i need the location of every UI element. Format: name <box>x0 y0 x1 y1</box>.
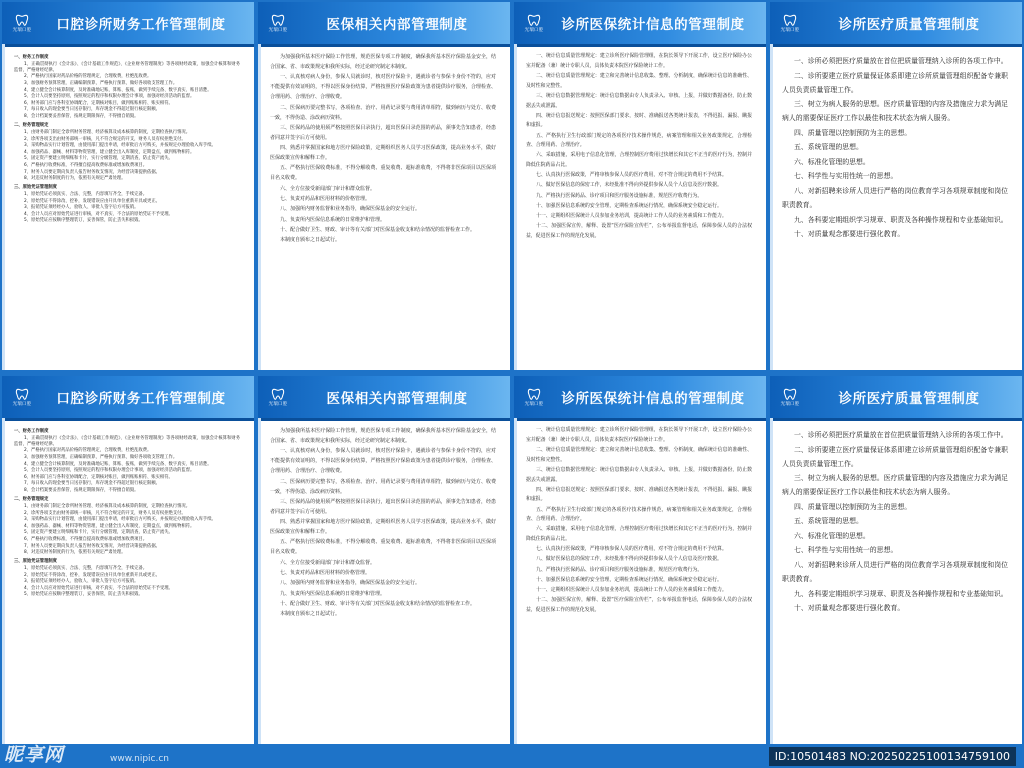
rule-paragraph: 四、质量管理以控制预防为主的思想。 <box>794 502 912 511</box>
rule-paragraph: 六、全方位接受新闻部门审计和群众监督。 <box>280 185 376 192</box>
logo-text: 光瑞口腔 <box>12 401 32 407</box>
rule-paragraph: 8、对违反财务制度的行为，依照有关规定严肃处理。 <box>24 550 126 556</box>
rule-paragraph: 为加强我所基本医疗保险工作管理，规范医保专项工作制度，确保我所基本医疗保险基金安全，结合国家、省、市政策规定和我所实际，经过论研究制定本制度。 <box>270 428 496 444</box>
rule-paragraph: 二、统计信息质量管理规定：建立和完善统计信息收集、整理、分析制度，确保统计信息的准确性、及时性和完整性。 <box>526 72 752 89</box>
rule-paragraph: 九、各科要定期组织学习规章、职责及各种操作规程和专业基础知识。 <box>794 589 1008 598</box>
rule-paragraph: 3、加强财务预算管理，正确编制预算，严格执行预算，做好各项收支管理工作。 <box>24 81 178 87</box>
rule-paragraph: 七、认真执行医保政策，严格审核参保人员的医疗费用，对不符合规定的费用不予结算。 <box>536 172 727 179</box>
board-header <box>514 376 766 418</box>
rule-paragraph: 一、统计信息质量管理规定：建立诊所医疗保险管理组，在院长领导下开展工作，设立医疗保险办公室并配备（兼）统计专职人员，具体负责本院医疗保险统计工作。 <box>526 53 752 69</box>
rule-paragraph: 1、正确贯彻执行《会计法》、《会计基础工作规范》、《企业财务管理制度》等各项财经政策，加强会计核算和财务监督，严格财经纪律。 <box>14 435 240 447</box>
tooth-icon <box>271 14 285 26</box>
rule-paragraph: 3、报销凭证须经经办人、验收人、审批人签字后方可报销。 <box>24 579 139 585</box>
rule-paragraph: 一、诊所必须把医疗质量放在首位把质量管理纳入诊所的各项工作中。 <box>794 57 1008 65</box>
regulation-board <box>258 376 510 744</box>
rule-paragraph: 7、每日收入的现金要当日送存银行，库存现金不得超过银行核定限额。 <box>24 107 160 113</box>
rule-paragraph: 七、科学性与实用性统一的思想。 <box>794 172 898 181</box>
rule-paragraph: 三、统计信息数据管理规定：统计信息数据由专人负责录入、审核、上报，并做好数据备份，防止数据丢失或泄露。 <box>526 92 752 109</box>
rule-paragraph: 本制度自颁布之日起试行。 <box>280 237 341 244</box>
logo-text: 光瑞口腔 <box>268 401 288 407</box>
section-heading: 一、财务工作制度 <box>14 55 49 60</box>
regulation-board <box>514 2 766 370</box>
rule-paragraph: 七、负责对药品和医用材料的价格管理。 <box>280 196 371 203</box>
rule-paragraph: 为加强我所基本医疗保险工作管理，规范医保专项工作制度，确保我所基本医疗保险基金安全，结合国家、省、市政策规定和我所实际，经过论研究制定本制度。 <box>270 54 496 70</box>
board-title: 诊所医疗质量管理制度 <box>838 391 980 407</box>
rule-paragraph: 5、固定资产要建立明细账和卡片，实行分级管理，定期清查，防止资产流失。 <box>24 156 173 162</box>
rule-paragraph: 一、诊所必须把医疗质量放在首位把质量管理纳入诊所的各项工作中。 <box>794 431 1008 439</box>
section-heading: 二、财务管理规定 <box>14 497 49 503</box>
watermark-brand: 昵享网 <box>4 744 65 766</box>
tooth-icon <box>527 388 541 400</box>
rule-paragraph: 3、采购物品实行计划管理，由使用部门提出申请，经审批后方可购买，并按规定办理验收入库手续。 <box>24 143 216 149</box>
tooth-icon <box>271 388 285 400</box>
clinic-logo <box>770 2 810 44</box>
rule-paragraph: 8、对违反财务制度的行为，依照有关规定严肃处理。 <box>24 176 126 182</box>
rule-paragraph: 5、会计人员要坚持原则，按照规定的程序和权限办理会计事项，加强对经济活动的监督。 <box>24 468 195 474</box>
rule-paragraph: 一、统计信息质量管理规定：建立诊所医疗保险管理组，在院长领导下开展工作，设立医疗保险办公室并配备（兼）统计专职人员，具体负责本院医疗保险统计工作。 <box>526 427 752 443</box>
clinic-logo <box>2 376 42 418</box>
board-body <box>2 44 254 370</box>
tooth-icon <box>15 388 29 400</box>
rule-paragraph: 六、标准化管理的思想。 <box>794 531 870 540</box>
regulation-board <box>258 2 510 370</box>
rule-paragraph: 十二、加强医保宣传，解释、设置“医疗保险宣传栏”，公布举报监督电话，保障参保人员的合法权益，促进医保工作的规范化发展。 <box>526 222 752 239</box>
rule-paragraph: 八、加强所内财务监督和业务指导，确保医保基金的安全运行。 <box>280 580 421 587</box>
rule-paragraph: 六、采取措施，采用电子信息化管理，合理控制医疗费用过快增长和其它不正当的医疗行为，控制并降低住院药品占比。 <box>526 526 752 543</box>
rule-paragraph: 5、原始凭证应按顺序整理装订，妥善保管，防止丢失和损毁。 <box>24 218 143 224</box>
rule-paragraph: 十一、定期组织医保统计人员参加业务培训，提高统计工作人员的业务素质和工作能力。 <box>536 212 727 219</box>
board-body <box>258 418 510 744</box>
rule-paragraph: 6、严格执行收费标准，不得擅自提高收费标准或增加收费项目。 <box>24 536 148 542</box>
rule-paragraph: 八、做好医保信息的保密工作，未经批准不得向外提供参保人员个人信息及医疗数据。 <box>536 556 722 563</box>
rule-paragraph: 四、熟悉并掌握国家和地方医疗保险政策，定期组织医务人员学习医保政策，提高业务水平，做好医保政策宣传和解释工作。 <box>270 145 496 162</box>
board-body <box>514 418 766 744</box>
board-body <box>258 44 510 370</box>
rule-paragraph: 1、原始凭证必须真实、合法、完整，内容填写齐全，手续完备。 <box>24 191 148 197</box>
rule-paragraph: 二、诊所要建立医疗质量保证体系即建立诊所质量管理组织配备专兼职人员负责质量管理工作。 <box>782 71 1008 94</box>
rule-paragraph: 本制度自颁布之日起试行。 <box>280 611 341 618</box>
rule-paragraph: 二、医保病历要完整书写，各项检查、治疗、用药记录要与费用清单相符，做到病历与处方、收费一致，不得伪造、涂改病历资料。 <box>270 104 496 121</box>
tooth-icon <box>783 388 797 400</box>
rule-paragraph: 四、质量管理以控制预防为主的思想。 <box>794 128 912 137</box>
rule-paragraph: 5、会计人员要坚持原则，按照规定的程序和权限办理会计事项，加强对经济活动的监督。 <box>24 94 195 100</box>
logo-text: 光瑞口腔 <box>780 27 800 33</box>
board-body <box>2 418 254 744</box>
logo-text: 光瑞口腔 <box>12 27 32 33</box>
rule-paragraph: 九、负责所内医保信息系统的日常维护和管理。 <box>280 590 386 597</box>
rule-paragraph: 三、统计信息数据管理规定：统计信息数据由专人负责录入、审核、上报，并做好数据备份，防止数据丢失或泄露。 <box>526 466 752 483</box>
rule-paragraph: 六、采取措施，采用电子信息化管理，合理控制医疗费用过快增长和其它不正当的医疗行为，控制并降低住院药品占比。 <box>526 152 752 169</box>
board-header <box>258 376 510 418</box>
watermark-url: www.nipic.cn <box>110 754 169 764</box>
board-header <box>258 2 510 44</box>
rule-paragraph: 2、诊所各项支出由财务部统一审核，凡不符合规定的开支，财务人员有权拒绝支付。 <box>24 136 186 142</box>
clinic-logo <box>258 2 298 44</box>
rule-paragraph: 六、标准化管理的思想。 <box>794 157 870 166</box>
rule-paragraph: 六、全方位接受新闻部门审计和群众监督。 <box>280 559 376 566</box>
clinic-logo <box>514 2 554 44</box>
regulation-board <box>2 2 254 370</box>
rule-paragraph: 二、诊所要建立医疗质量保证体系即建立诊所质量管理组织配备专兼职人员负责质量管理工作。 <box>782 445 1008 468</box>
rule-paragraph: 3、报销凭证须经经办人、验收人、审批人签字后方可报销。 <box>24 205 139 211</box>
rule-paragraph: 二、医保病历要完整书写，各项检查、治疗、用药记录要与费用清单相符，做到病历与处方、收费一致，不得伪造、涂改病历资料。 <box>270 478 496 495</box>
rule-paragraph: 八、对新招聘来诊所人员进行严格的岗位教育学习各项规章制度和岗位职责教育。 <box>782 186 1008 210</box>
board-title: 诊所医保统计信息的管理制度 <box>561 17 745 33</box>
rule-paragraph: 二、统计信息质量管理规定：建立和完善统计信息收集、整理、分析制度，确保统计信息的准确性、及时性和完整性。 <box>526 446 752 463</box>
rule-paragraph: 五、严格执行卫生行政部门规定的各项医疗技术操作规范，病案管理和相关业务政策规定，合理检查、合理用药、合理治疗。 <box>526 132 752 149</box>
rule-paragraph: 1、原始凭证必须真实、合法、完整，内容填写齐全，手续完备。 <box>24 565 148 571</box>
rule-paragraph: 九、负责所内医保信息系统的日常维护和管理。 <box>280 216 386 223</box>
rule-paragraph: 2、严格执行国家对药品价格的管理规定，合理收费，杜绝乱收费。 <box>24 74 152 80</box>
rule-paragraph: 7、财务人员要定期向负责人报告财务收支情况，为经营决策提供依据。 <box>24 543 160 549</box>
rule-paragraph: 十二、加强医保宣传，解释、设置“医疗保险宣传栏”，公布举报监督电话，保障参保人员的合法权益，促进医保工作的规范化发展。 <box>526 596 752 613</box>
rule-paragraph: 三、树立为病人服务的思想。医疗质量管理的内容及措施应力求为满足病人的需要保证医疗工作以最佳和技术状态为病人服务。 <box>782 100 1008 123</box>
rule-paragraph: 一、认真核对病人身份，参保人员就诊时，核对医疗保险卡，遇就诊者与参保卡身份不符的，应对不能提供有效证明的，不得以医保身份结算，严格按照医疗保险政策为患者提供诊疗服务，合理检查、合理用药、合理治疗、合理收费。 <box>270 74 496 101</box>
rule-paragraph: 八、加强所内财务监督和业务指导，确保医保基金的安全运行。 <box>280 206 421 213</box>
rule-paragraph: 4、会计人员应对原始凭证进行审核，对不真实、不合法的原始凭证不予受理。 <box>24 211 173 217</box>
rule-paragraph: 八、做好医保信息的保密工作，未经批准不得向外提供参保人员个人信息及医疗数据。 <box>536 182 722 189</box>
rule-paragraph: 九、严格执行医保药品、诊疗项目和医疗服务设施标准，规范医疗收费行为。 <box>536 566 703 573</box>
board-header <box>514 2 766 44</box>
image-id-label: ID:10501483 NO:20250225100134759100 <box>769 747 1016 766</box>
rule-paragraph: 八、对新招聘来诊所人员进行严格的岗位教育学习各项规章制度和岗位职责教育。 <box>782 560 1008 584</box>
clinic-logo <box>2 2 42 44</box>
tooth-icon <box>527 14 541 26</box>
rule-paragraph: 五、系统管理的思想。 <box>794 143 863 152</box>
board-title: 口腔诊所财务工作管理制度 <box>56 391 226 407</box>
rule-paragraph: 三、树立为病人服务的思想。医疗质量管理的内容及措施应力求为满足病人的需要保证医疗工作以最佳和技术状态为病人服务。 <box>782 474 1008 497</box>
rule-paragraph: 五、严格执行医保收费标准，不得分解收费、重复收费、超标准收费，不得将非医保项目以医保项目名义收费。 <box>270 539 496 556</box>
rule-paragraph: 九、严格执行医保药品、诊疗项目和医疗服务设施标准，规范医疗收费行为。 <box>536 192 703 199</box>
rule-paragraph: 四、熟悉并掌握国家和地方医疗保险政策，定期组织医务人员学习医保政策，提高业务水平，做好医保政策宣传和解释工作。 <box>270 519 496 536</box>
board-body <box>514 44 766 370</box>
regulation-board <box>770 376 1022 744</box>
tooth-icon <box>15 14 29 26</box>
rule-paragraph: 1、由财务部门制定全诊所财务管理、经济核算及成本核算的制度，定期检查执行情况。 <box>24 503 191 509</box>
rule-paragraph: 1、正确贯彻执行《会计法》、《会计基础工作规范》、《企业财务管理制度》等各项财经政策，加强会计核算和财务监督，严格财经纪律。 <box>14 61 240 73</box>
logo-text: 光瑞口腔 <box>780 401 800 407</box>
rule-paragraph: 7、财务人员要定期向负责人报告财务收支情况，为经营决策提供依据。 <box>24 169 160 175</box>
board-title: 诊所医疗质量管理制度 <box>838 17 980 33</box>
board-title: 医保相关内部管理制度 <box>326 17 468 33</box>
rule-paragraph: 8、会计档案要妥善保管，按规定期限保存，不得擅自销毁。 <box>24 114 139 120</box>
regulation-board <box>770 2 1022 370</box>
rule-paragraph: 1、由财务部门制定全诊所财务管理、经济核算及成本核算的制度，定期检查执行情况。 <box>24 129 191 135</box>
board-title: 口腔诊所财务工作管理制度 <box>56 17 226 33</box>
board-body <box>770 44 1022 370</box>
rule-paragraph: 8、会计档案要妥善保管，按规定期限保存，不得擅自销毁。 <box>24 488 139 494</box>
rule-paragraph: 七、认真执行医保政策，严格审核参保人员的医疗费用，对不符合规定的费用不予结算。 <box>536 546 727 553</box>
logo-text: 光瑞口腔 <box>268 27 288 33</box>
rule-paragraph: 十、加强医保信息系统的安全管理，定期检查系统运行情况，确保系统安全稳定运行。 <box>536 576 722 583</box>
rule-paragraph: 4、建立健全会计核算制度，及时准确地记账、算账、报账，做到手续完备、数字真实、账目清楚。 <box>24 461 212 467</box>
rule-paragraph: 四、统计信息报送规定：按照医保部门要求，按时、准确报送各类统计报表，不得迟报、漏报、瞒报和虚报。 <box>526 486 752 503</box>
rule-paragraph: 三、医保药品的使用须严格按照医保目录执行，超出医保目录范围的药品，须事先告知患者，经患者同意并签字后方可使用。 <box>270 498 496 515</box>
board-header <box>2 2 254 44</box>
rule-paragraph: 三、医保药品的使用须严格按照医保目录执行，超出医保目录范围的药品，须事先告知患者，经患者同意并签字后方可使用。 <box>270 124 496 141</box>
clinic-logo <box>770 376 810 418</box>
rule-paragraph: 4、加强药品、器械、材料等物资管理，建立健全出入库制度，定期盘点，做到账物相符。 <box>24 523 195 529</box>
board-header <box>770 376 1022 418</box>
rule-paragraph: 6、财务部门应与各科室协调配合，定期核对账目，做到账账相符、账实相符。 <box>24 474 173 480</box>
rule-paragraph: 十、对质量观念都要进行强化教育。 <box>794 230 905 239</box>
rule-paragraph: 2、原始凭证不得涂改、挖补，发现错误应由开具单位重新开具或更正。 <box>24 198 160 204</box>
clinic-logo <box>514 376 554 418</box>
rule-paragraph: 七、负责对药品和医用材料的价格管理。 <box>280 570 371 577</box>
rule-paragraph: 五、系统管理的思想。 <box>794 517 863 526</box>
tooth-icon <box>783 14 797 26</box>
rule-paragraph: 5、固定资产要建立明细账和卡片，实行分级管理，定期清查，防止资产流失。 <box>24 530 173 536</box>
board-title: 诊所医保统计信息的管理制度 <box>561 391 745 407</box>
section-heading: 一、财务工作制度 <box>14 429 49 434</box>
regulation-board <box>514 376 766 744</box>
board-body <box>770 418 1022 744</box>
rule-paragraph: 2、诊所各项支出由财务部统一审核，凡不符合规定的开支，财务人员有权拒绝支付。 <box>24 510 186 516</box>
board-header <box>770 2 1022 44</box>
rule-paragraph: 7、每日收入的现金要当日送存银行，库存现金不得超过银行核定限额。 <box>24 481 160 487</box>
clinic-logo <box>258 376 298 418</box>
rule-paragraph: 九、各科要定期组织学习规章、职责及各种操作规程和专业基础知识。 <box>794 215 1008 224</box>
rule-paragraph: 十、对质量观念都要进行强化教育。 <box>794 604 905 613</box>
rule-paragraph: 十、配合做好卫生、财政、审计等有关部门对医保基金收支和结余情况的监督检查工作。 <box>280 600 476 607</box>
rule-paragraph: 5、原始凭证应按顺序整理装订，妥善保管，防止丢失和损毁。 <box>24 592 143 598</box>
rule-paragraph: 4、加强药品、器械、材料等物资管理，建立健全出入库制度，定期盘点，做到账物相符。 <box>24 149 195 155</box>
board-title: 医保相关内部管理制度 <box>326 391 468 407</box>
rule-paragraph: 3、采购物品实行计划管理，由使用部门提出申请，经审批后方可购买，并按规定办理验收入库手续。 <box>24 517 216 523</box>
board-header <box>2 376 254 418</box>
section-heading: 三、原始凭证管理制度 <box>14 559 57 565</box>
rule-paragraph: 3、加强财务预算管理，正确编制预算，严格执行预算，做好各项收支管理工作。 <box>24 455 178 461</box>
rule-paragraph: 十、配合做好卫生、财政、审计等有关部门对医保基金收支和结余情况的监督检查工作。 <box>280 226 476 233</box>
rule-paragraph: 四、统计信息报送规定：按照医保部门要求，按时、准确报送各类统计报表，不得迟报、漏报、瞒报和虚报。 <box>526 112 752 129</box>
rule-paragraph: 七、科学性与实用性统一的思想。 <box>794 546 898 555</box>
rule-paragraph: 6、严格执行收费标准，不得擅自提高收费标准或增加收费项目。 <box>24 162 148 168</box>
rule-paragraph: 十一、定期组织医保统计人员参加业务培训，提高统计工作人员的业务素质和工作能力。 <box>536 586 727 593</box>
rule-paragraph: 一、认真核对病人身份，参保人员就诊时，核对医疗保险卡，遇就诊者与参保卡身份不符的，应对不能提供有效证明的，不得以医保身份结算，严格按照医疗保险政策为患者提供诊疗服务，合理检查、合理用药、合理治疗、合理收费。 <box>270 448 496 475</box>
logo-text: 光瑞口腔 <box>524 27 544 33</box>
rule-paragraph: 6、财务部门应与各科室协调配合，定期核对账目，做到账账相符、账实相符。 <box>24 100 173 106</box>
regulation-board <box>2 376 254 744</box>
rule-paragraph: 2、严格执行国家对药品价格的管理规定，合理收费，杜绝乱收费。 <box>24 448 152 454</box>
rule-paragraph: 4、建立健全会计核算制度，及时准确地记账、算账、报账，做到手续完备、数字真实、账目清楚。 <box>24 87 212 93</box>
rule-paragraph: 五、严格执行卫生行政部门规定的各项医疗技术操作规范，病案管理和相关业务政策规定，合理检查、合理用药、合理治疗。 <box>526 506 752 523</box>
section-heading: 二、财务管理规定 <box>14 123 49 129</box>
rule-paragraph: 4、会计人员应对原始凭证进行审核，对不真实、不合法的原始凭证不予受理。 <box>24 585 173 591</box>
rule-paragraph: 五、严格执行医保收费标准，不得分解收费、重复收费、超标准收费，不得将非医保项目以医保项目名义收费。 <box>270 165 496 182</box>
logo-text: 光瑞口腔 <box>524 401 544 407</box>
section-heading: 三、原始凭证管理制度 <box>14 185 57 191</box>
rule-paragraph: 2、原始凭证不得涂改、挖补，发现错误应由开具单位重新开具或更正。 <box>24 572 160 578</box>
rule-paragraph: 十、加强医保信息系统的安全管理，定期检查系统运行情况，确保系统安全稳定运行。 <box>536 202 722 209</box>
